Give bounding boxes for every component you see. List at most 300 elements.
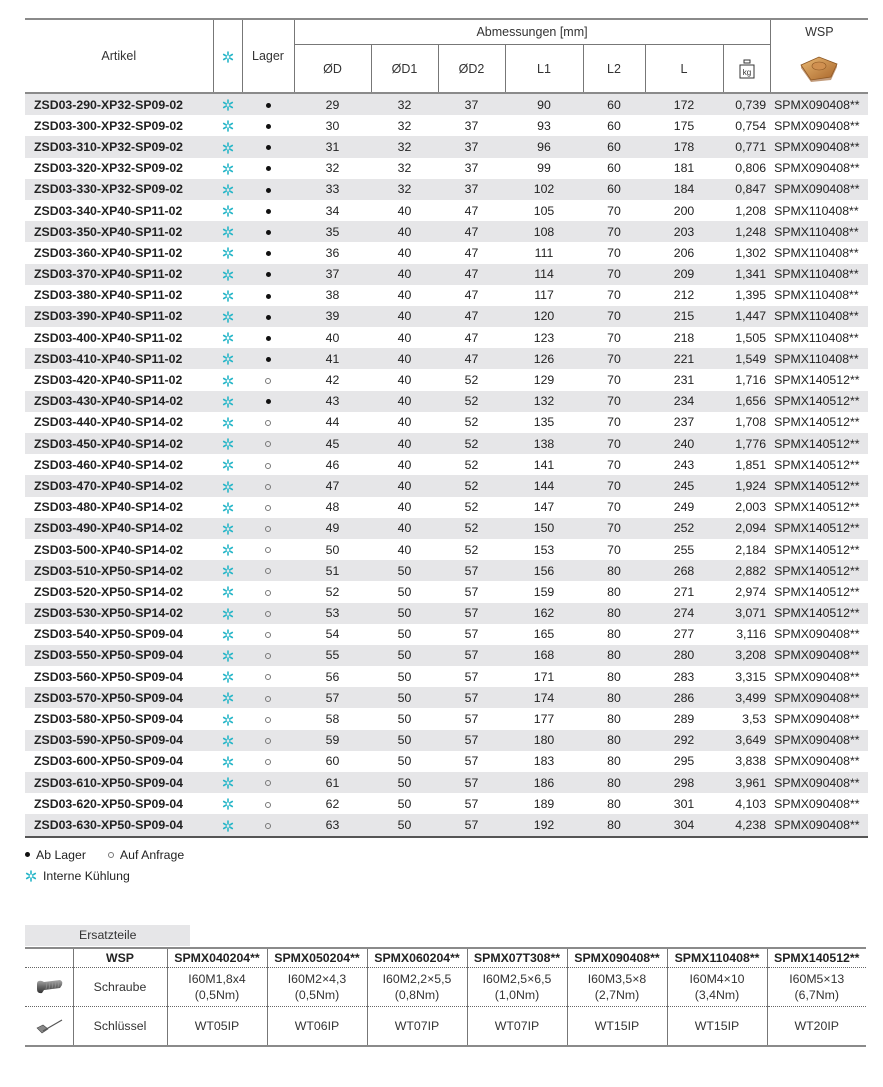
cell-artikel: ZSD03-500-XP40-SP14-02	[34, 542, 184, 557]
snowflake-icon	[222, 562, 234, 579]
cell-artikel: ZSD03-450-XP40-SP14-02	[25, 433, 213, 454]
cell-d2: 52	[438, 475, 505, 496]
cell-artikel: ZSD03-370-XP40-SP11-02	[25, 264, 213, 285]
hollow-dot-icon	[265, 780, 271, 786]
hollow-dot-icon	[265, 717, 271, 723]
table-row	[25, 221, 868, 242]
cell-d2: 57	[438, 560, 505, 581]
snowflake-icon	[222, 520, 234, 537]
cell-d2: 57	[438, 603, 505, 624]
spare-header-column: SPMX050204**	[267, 948, 367, 968]
cell-l2: 80	[583, 687, 645, 708]
cell-d: 34	[325, 203, 340, 218]
cell-l2: 70	[607, 542, 621, 557]
filled-dot-icon	[266, 188, 271, 193]
cell-cooling	[213, 348, 242, 369]
table-row	[25, 814, 868, 836]
cell-d: 50	[325, 542, 340, 557]
table-row	[25, 497, 868, 518]
hollow-dot-icon	[265, 547, 271, 553]
cell-lager	[242, 412, 294, 433]
hollow-dot-icon	[265, 463, 271, 469]
cell-wsp: SPMX110408**	[774, 288, 859, 303]
snowflake-icon	[222, 626, 234, 643]
cell-wsp: SPMX110408**	[770, 221, 868, 242]
snowflake-icon	[222, 181, 234, 198]
cell-d2: 37	[438, 136, 505, 157]
cell-artikel: ZSD03-440-XP40-SP14-02	[34, 415, 184, 430]
cell-l: 280	[645, 645, 723, 666]
cell-artikel: ZSD03-520-XP50-SP14-02	[34, 584, 184, 599]
cell-artikel: ZSD03-570-XP50-SP09-04	[25, 687, 213, 708]
cell-lager	[242, 624, 294, 645]
cell-weight: 1,248	[723, 221, 770, 242]
spare-parts-tab	[25, 925, 190, 946]
cell-artikel: ZSD03-480-XP40-SP14-02	[34, 500, 184, 515]
cell-cooling	[213, 581, 242, 602]
cell-wsp: SPMX090408**	[770, 814, 868, 836]
spare-cell-line2: (0,5Nm)	[294, 988, 340, 1002]
cell-d1: 40	[371, 264, 438, 285]
cell-wsp: SPMX140512**	[774, 373, 860, 388]
spare-cell	[367, 968, 467, 1007]
cell-d2: 52	[464, 542, 479, 557]
cell-d2: 57	[438, 645, 505, 666]
table-row	[25, 115, 868, 136]
cell-wsp: SPMX110408**	[774, 245, 859, 260]
cell-cooling	[213, 221, 242, 242]
cell-l: 240	[645, 433, 723, 454]
cell-d: 38	[325, 288, 340, 303]
cell-d: 60	[325, 754, 340, 769]
spare-cell-line1: I60M1,8x4	[188, 972, 246, 986]
cell-d2: 57	[438, 687, 505, 708]
cell-weight: 3,116	[736, 627, 767, 642]
cell-weight: 3,649	[723, 730, 770, 751]
cell-weight: 3,838	[735, 754, 767, 769]
spare-cell	[167, 968, 267, 1007]
cell-lager	[242, 115, 294, 136]
table-row	[25, 285, 868, 306]
cell-lager	[242, 348, 294, 369]
snowflake-icon	[222, 816, 234, 833]
cell-artikel: ZSD03-550-XP50-SP09-04	[25, 645, 213, 666]
cell-l: 237	[673, 415, 695, 430]
cell-l: 245	[645, 475, 723, 496]
cell-d2: 47	[464, 245, 479, 260]
cell-artikel: ZSD03-430-XP40-SP14-02	[25, 391, 213, 412]
cell-weight: 2,094	[723, 518, 770, 539]
hollow-dot-icon	[265, 378, 271, 384]
snowflake-icon	[222, 266, 234, 283]
cell-artikel: ZSD03-300-XP32-SP09-02	[34, 118, 184, 133]
filled-dot-icon	[266, 230, 271, 235]
cell-weight: 1,924	[723, 475, 770, 496]
cell-d1: 40	[371, 221, 438, 242]
spare-header-column: SPMX140512**	[767, 948, 866, 968]
cell-weight: 1,302	[735, 245, 767, 260]
cell-weight: 0,847	[723, 179, 770, 200]
cell-l: 234	[645, 391, 723, 412]
table-row	[25, 369, 868, 390]
cell-d1: 50	[397, 669, 412, 684]
cell-d: 59	[294, 730, 371, 751]
screw-icon	[34, 979, 64, 993]
cell-l: 215	[645, 306, 723, 327]
cell-d: 42	[325, 373, 340, 388]
cell-cooling	[213, 306, 242, 327]
cell-weight: 1,656	[723, 391, 770, 412]
cell-l: 304	[645, 814, 723, 836]
cell-lager	[242, 518, 294, 539]
table-row	[25, 454, 868, 475]
cell-l1: 108	[505, 221, 583, 242]
table-row	[25, 306, 868, 327]
table-row	[25, 412, 868, 433]
spare-header-blank	[25, 948, 73, 968]
cell-weight: 2,882	[723, 560, 770, 581]
cell-lager	[242, 475, 294, 496]
cell-l2: 70	[583, 391, 645, 412]
table-row	[25, 645, 868, 666]
cell-cooling	[213, 730, 242, 751]
cell-cooling	[213, 242, 242, 263]
cell-cooling	[213, 814, 242, 836]
spare-cell	[167, 1007, 267, 1047]
hollow-dot-icon	[265, 611, 271, 617]
cell-wsp: SPMX090408**	[770, 645, 868, 666]
hollow-dot-icon	[108, 852, 114, 858]
cell-artikel: ZSD03-610-XP50-SP09-04	[25, 772, 213, 793]
cell-wsp: SPMX110408**	[770, 306, 868, 327]
cell-weight: 3,208	[723, 645, 770, 666]
cell-d1: 40	[397, 245, 412, 260]
cell-cooling	[213, 518, 242, 539]
cell-l1: 156	[505, 560, 583, 581]
cell-l1: 165	[533, 627, 555, 642]
cell-wsp: SPMX090408**	[770, 93, 868, 115]
cell-l: 249	[673, 500, 695, 515]
cell-d2: 52	[438, 433, 505, 454]
spare-cell	[467, 1007, 567, 1047]
spare-cell-line1: WT07IP	[494, 1019, 540, 1033]
cell-wsp: SPMX110408**	[774, 203, 859, 218]
hollow-dot-icon	[265, 632, 271, 638]
cell-d1: 50	[397, 796, 412, 811]
cell-wsp: SPMX090408**	[770, 136, 868, 157]
cell-l1: 147	[533, 500, 555, 515]
cell-l: 206	[673, 245, 695, 260]
cell-d1: 32	[397, 118, 412, 133]
cell-l: 184	[645, 179, 723, 200]
table-row	[25, 581, 868, 602]
cell-d2: 57	[464, 712, 479, 727]
cell-lager	[242, 391, 294, 412]
cell-l: 203	[645, 221, 723, 242]
torx-key-icon	[34, 1018, 64, 1032]
snowflake-icon	[222, 795, 234, 812]
header-l1: L1	[505, 45, 583, 94]
snowflake-icon	[222, 499, 234, 516]
cell-weight: 1,505	[735, 330, 767, 345]
cell-weight: 3,499	[723, 687, 770, 708]
cell-cooling	[213, 454, 242, 475]
cell-lager	[242, 93, 294, 115]
cell-artikel: ZSD03-510-XP50-SP14-02	[25, 560, 213, 581]
cell-d1: 32	[371, 179, 438, 200]
cell-l1: 135	[533, 415, 555, 430]
cell-cooling	[213, 624, 242, 645]
cell-l1: 93	[537, 118, 551, 133]
cell-d2: 52	[464, 500, 479, 515]
cell-l1: 162	[505, 603, 583, 624]
cell-lager	[242, 772, 294, 793]
hollow-dot-icon	[265, 505, 271, 511]
snowflake-icon	[222, 96, 234, 113]
cell-d: 49	[294, 518, 371, 539]
cell-d1: 40	[397, 330, 412, 345]
cell-artikel: ZSD03-310-XP32-SP09-02	[25, 136, 213, 157]
cell-l1: 177	[533, 712, 555, 727]
table-row	[25, 391, 868, 412]
cell-lager	[242, 581, 294, 602]
cell-d2: 57	[438, 814, 505, 836]
table-row	[25, 200, 868, 221]
filled-dot-icon	[266, 294, 271, 299]
hollow-dot-icon	[265, 759, 271, 765]
cell-wsp: SPMX140512**	[774, 542, 860, 557]
cell-wsp: SPMX140512**	[774, 500, 860, 515]
cell-wsp: SPMX140512**	[774, 415, 860, 430]
cell-l1: 189	[533, 796, 555, 811]
spare-cell-line1: WT06IP	[294, 1019, 340, 1033]
cell-d: 55	[294, 645, 371, 666]
cell-d1: 40	[371, 306, 438, 327]
cell-d1: 50	[371, 814, 438, 836]
cell-d1: 50	[397, 712, 412, 727]
table-row	[25, 179, 868, 200]
spare-cell	[467, 968, 567, 1007]
cell-d2: 57	[438, 772, 505, 793]
cell-l: 274	[645, 603, 723, 624]
cell-weight: 2,974	[735, 584, 767, 599]
cell-d: 48	[325, 500, 340, 515]
cell-artikel: ZSD03-590-XP50-SP09-04	[25, 730, 213, 751]
cell-weight: 1,341	[723, 264, 770, 285]
cell-weight: 1,716	[735, 373, 767, 388]
cell-lager	[242, 560, 294, 581]
cell-d1: 40	[397, 500, 412, 515]
header-lager: Lager	[242, 19, 294, 93]
cell-cooling	[213, 666, 242, 687]
cell-weight: 3,315	[735, 669, 767, 684]
snowflake-icon	[222, 223, 234, 240]
header-insert-image	[770, 45, 868, 94]
spare-cell	[567, 968, 667, 1007]
hollow-dot-icon	[265, 823, 271, 829]
header-wsp: WSP	[805, 25, 834, 40]
snowflake-icon	[222, 477, 234, 494]
cell-d1: 40	[371, 475, 438, 496]
cell-cooling	[213, 645, 242, 666]
cell-d2: 57	[464, 796, 479, 811]
spare-cell	[667, 1007, 767, 1047]
cell-d2: 57	[438, 730, 505, 751]
cell-weight: 3,071	[723, 603, 770, 624]
snowflake-icon	[222, 605, 234, 622]
table-row	[25, 242, 868, 263]
cell-d: 41	[294, 348, 371, 369]
snowflake-icon	[222, 541, 234, 558]
snowflake-icon	[222, 138, 234, 155]
snowflake-icon	[222, 668, 234, 685]
cell-l: 218	[673, 330, 695, 345]
spare-cell	[567, 1007, 667, 1047]
cell-d2: 52	[464, 373, 479, 388]
cell-l: 178	[645, 136, 723, 157]
spare-cell-line1: WT07IP	[394, 1019, 440, 1033]
table-row	[25, 93, 868, 115]
cell-d: 30	[325, 118, 340, 133]
cell-l: 175	[673, 118, 695, 133]
cell-l2: 60	[607, 118, 621, 133]
cell-cooling	[213, 115, 242, 136]
snowflake-icon	[222, 308, 234, 325]
cell-d1: 32	[397, 161, 412, 176]
cell-d2: 47	[464, 203, 479, 218]
cell-d1: 50	[371, 560, 438, 581]
filled-dot-icon	[266, 315, 271, 320]
cell-lager	[242, 539, 294, 560]
spare-row-label: Schraube	[73, 968, 167, 1007]
cell-artikel: ZSD03-290-XP32-SP09-02	[25, 93, 213, 115]
cell-wsp: SPMX140512**	[770, 518, 868, 539]
cell-wsp: SPMX140512**	[770, 433, 868, 454]
cell-l2: 80	[583, 645, 645, 666]
snowflake-icon	[222, 117, 234, 134]
cell-cooling	[213, 327, 242, 348]
cell-wsp: SPMX090408**	[770, 179, 868, 200]
cell-lager	[242, 221, 294, 242]
hollow-dot-icon	[265, 696, 271, 702]
cell-lager	[242, 433, 294, 454]
snowflake-icon	[222, 732, 234, 749]
cell-lager	[242, 285, 294, 306]
cell-l: 243	[673, 457, 695, 472]
spare-row-label: Schlüssel	[73, 1007, 167, 1047]
snowflake-icon	[222, 583, 234, 600]
cell-d1: 50	[397, 754, 412, 769]
spare-cell	[267, 968, 367, 1007]
cell-l: 231	[673, 373, 695, 388]
cell-lager	[242, 136, 294, 157]
cell-wsp: SPMX090408**	[770, 730, 868, 751]
cell-l1: 102	[505, 179, 583, 200]
cell-l1: 105	[533, 203, 555, 218]
cell-lager	[242, 264, 294, 285]
cell-lager	[242, 708, 294, 729]
cell-weight: 0,806	[735, 161, 767, 176]
cell-l1: 150	[505, 518, 583, 539]
cell-d1: 40	[371, 433, 438, 454]
cell-d1: 50	[371, 687, 438, 708]
cell-wsp: SPMX090408**	[770, 687, 868, 708]
cell-lager	[242, 603, 294, 624]
snowflake-icon	[25, 868, 37, 883]
cell-lager	[242, 179, 294, 200]
cell-l: 298	[645, 772, 723, 793]
cell-cooling	[213, 708, 242, 729]
cell-d: 33	[294, 179, 371, 200]
cell-l2: 70	[607, 457, 621, 472]
cell-d: 52	[325, 584, 340, 599]
spare-header-wsp: WSP	[73, 948, 167, 968]
cell-l1: 192	[505, 814, 583, 836]
spare-cell-line1: I60M3,5×8	[587, 972, 647, 986]
cell-l: 172	[645, 93, 723, 115]
cell-d2: 52	[438, 391, 505, 412]
cell-weight: 4,238	[723, 814, 770, 836]
cell-d2: 37	[464, 161, 479, 176]
table-row	[25, 603, 868, 624]
hollow-dot-icon	[265, 590, 271, 596]
filled-dot-icon	[266, 103, 271, 108]
cell-l1: 171	[533, 669, 555, 684]
cell-weight: 4,103	[735, 796, 767, 811]
cell-wsp: SPMX090408**	[770, 772, 868, 793]
spare-cell-line1: WT15IP	[594, 1019, 640, 1033]
cell-d2: 52	[464, 415, 479, 430]
cell-weight: 2,184	[735, 542, 767, 557]
cell-l: 295	[673, 754, 695, 769]
spare-parts-title: Ersatzteile	[79, 928, 137, 942]
spare-header-column: SPMX07T308**	[467, 948, 567, 968]
cell-l2: 70	[607, 500, 621, 515]
cell-l1: 99	[537, 161, 551, 176]
cell-l2: 70	[607, 288, 621, 303]
cell-artikel: ZSD03-350-XP40-SP11-02	[25, 221, 213, 242]
snowflake-icon	[222, 393, 234, 410]
snowflake-icon	[222, 456, 234, 473]
cell-d: 61	[294, 772, 371, 793]
cell-l1: 111	[534, 245, 554, 260]
cell-l1: 186	[505, 772, 583, 793]
cell-l1: 117	[534, 288, 554, 303]
table-row	[25, 539, 868, 560]
cell-d2: 47	[438, 264, 505, 285]
cell-d: 53	[294, 603, 371, 624]
snowflake-icon	[222, 647, 234, 664]
cell-wsp: SPMX090408**	[774, 118, 860, 133]
cell-cooling	[213, 285, 242, 306]
cell-weight: 1,708	[735, 415, 767, 430]
cell-cooling	[213, 603, 242, 624]
cell-lager	[242, 793, 294, 814]
cell-d2: 47	[438, 306, 505, 327]
cell-cooling	[213, 772, 242, 793]
spare-header-column: SPMX110408**	[667, 948, 767, 968]
cell-d2: 37	[438, 179, 505, 200]
cell-artikel: ZSD03-490-XP40-SP14-02	[25, 518, 213, 539]
snowflake-icon	[222, 774, 234, 791]
product-table	[25, 18, 868, 838]
cell-wsp: SPMX090408**	[774, 161, 860, 176]
cell-d1: 50	[397, 627, 412, 642]
spare-cell	[367, 1007, 467, 1047]
cell-d: 40	[325, 330, 340, 345]
cell-cooling	[213, 369, 242, 390]
cell-l: 252	[645, 518, 723, 539]
